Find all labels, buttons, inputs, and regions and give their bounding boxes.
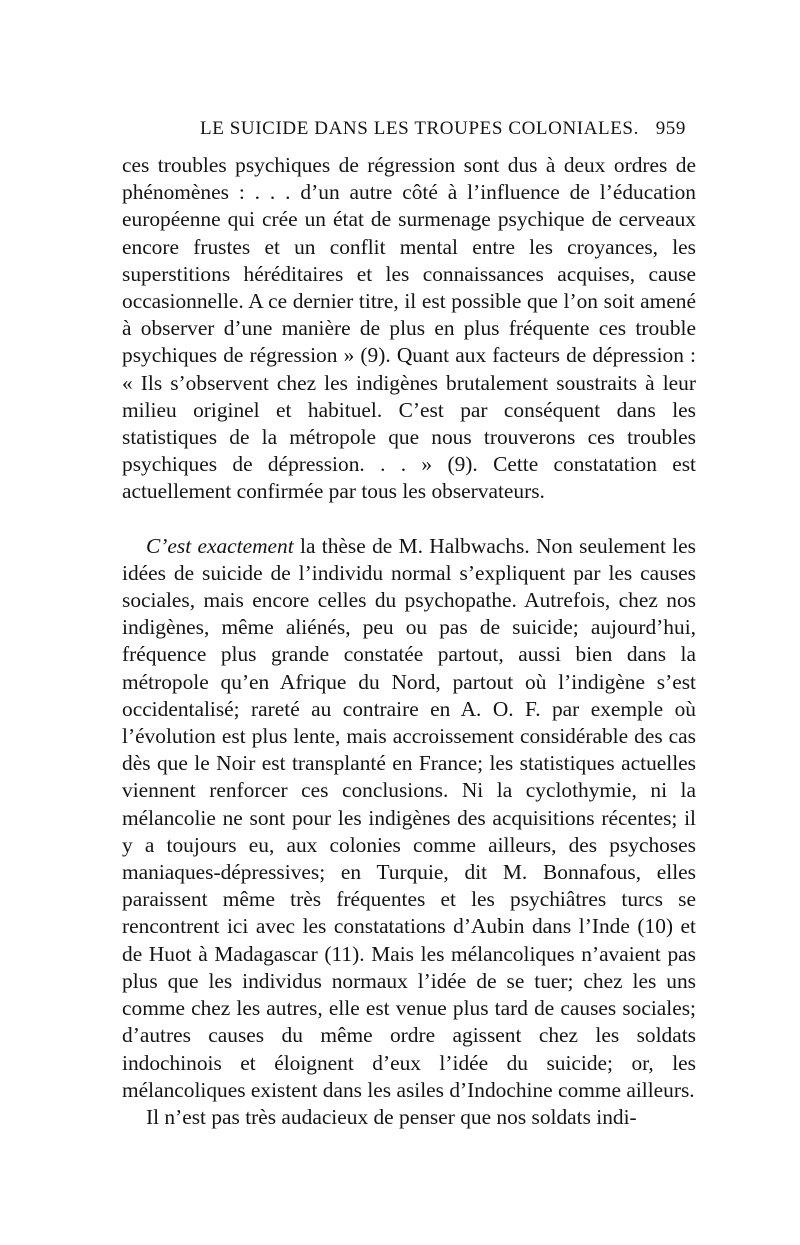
paragraph-3-text: Il n’est pas très audacieux de penser que nos soldats indi-	[146, 1104, 637, 1129]
body-text	[122, 152, 696, 1131]
running-title: LE SUICIDE DANS LES TROUPES COLONIALES.	[200, 118, 639, 139]
paragraph-1-text: ces troubles psychiques de régression sont dus à deux ordres de phénomènes : . . . d’un autre côté à l’influence de l’éducation européenne qui crée un état de surmenage psychique de cerveaux encore frustes et un conflit mental entre les croyances, les superstitions héréditaires et les connaissances acquises, cause occasionnelle. A ce dernier titre, il est possible que l’on soit amené à observer d’une manière de plus en plus fréquente ces trouble psychiques de régression » (9). Quant aux facteurs de dépression : « Ils s’observent chez les indigènes brutalement soustraits à leur milieu originel et habituel. C’est par conséquent dans les statistiques de la métropole que nous trouverons ces troubles psychiques de dépression. . . » (9). Cette constatation est actuellement confirmée par tous les observateurs.	[122, 153, 696, 504]
running-head	[200, 114, 700, 144]
paragraph-2-italic-lead: C’est exactement	[146, 533, 294, 558]
paragraph-2	[122, 533, 696, 1104]
paragraph-3	[122, 1104, 696, 1131]
paragraph-1	[122, 152, 696, 506]
page-number: 959	[655, 118, 686, 139]
paragraph-2-text: la thèse de M. Halbwachs. Non seulement les idées de suicide de l’individu normal s’expliquent par les causes sociales, mais encore celles du psychopathe. Autrefois, chez nos indigènes, même aliénés, peu ou pas de suicide; aujourd’hui, fréquence plus grande constatée partout, aussi bien dans la métropole qu’en Afrique du Nord, partout où l’indigène s’est occidentalisé; rareté au contraire en A. O. F. par exemple où l’évolution est plus lente, mais accroissement considérable des cas dès que le Noir est transplanté en France; les statistiques actuelles viennent renforcer ces conclusions. Ni la cyclothymie, ni la mélancolie ne sont pour les indigènes des acquisitions récentes; il y a toujours eu, aux colonies comme ailleurs, des psychoses maniaques-dépressives; en Turquie, dit M. Bonnafous, elles paraissent même très fréquentes et les psychiâtres turcs se rencontrent ici avec les constatations d’Aubin dans l’Inde (10) et de Huot à Madagascar (11). Mais les mélancoliques n’avaient pas plus que les individus normaux l’idée de se tuer; chez les uns comme chez les autres, elle est venue plus tard de causes sociales; d’autres causes du même ordre agissent chez les soldats indochinois et éloignent d’eux l’idée du suicide; or, les mélancoliques existent dans les asiles d’Indochine comme ailleurs.	[122, 533, 696, 1102]
